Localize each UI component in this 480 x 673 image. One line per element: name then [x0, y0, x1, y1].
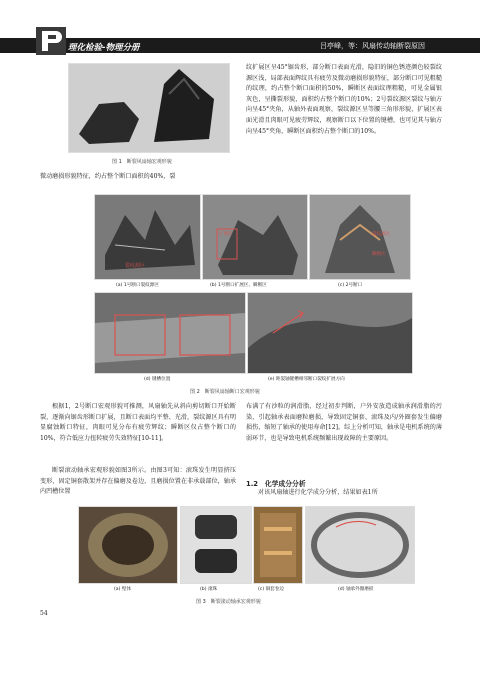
fig3c-label: (c) 铜套卷边 [258, 587, 284, 592]
fig3a-image [78, 506, 178, 584]
fig1-caption: 图 1 断裂风扇轴宏观形貌 [112, 159, 172, 165]
section-heading: 1.2 化学成分分析 [246, 480, 306, 488]
fig1-image [68, 63, 230, 153]
fig2e-label: (e) 距裂轴键槽相邻断口裂纹扩展方向 [268, 377, 345, 382]
fig2c-image [309, 194, 411, 280]
fig3d-image [305, 506, 415, 584]
fig2-caption: 图 2 断裂风扇轴断口宏观形貌 [190, 389, 260, 395]
fig2b-label: (b) 1号断口扩展区、瞬断区 [210, 283, 267, 288]
fig3c-image [253, 506, 303, 584]
left-top-paragraph: 微动磨损形貌特征，约占整个断口面积的40%，裂 [40, 173, 176, 180]
fig3b-label: (b) 滚珠 [200, 587, 218, 592]
fig3a-label: (a) 壁体 [114, 587, 132, 592]
running-title: 吕亭峰，等：风扇传动轴断裂原因 [320, 42, 425, 50]
page-number: 54 [40, 610, 48, 617]
fig2b-image [202, 194, 308, 280]
fig2a-annotation: 裂纹源区 [125, 263, 146, 269]
fig2c-annotation-2: 瞬断区 [372, 252, 386, 257]
fig2a-label: (a) 1号断口裂纹源区 [116, 283, 159, 288]
journal-logo-icon [36, 27, 66, 55]
right-mid-paragraph: 布满了有沙粒的润滑脂，经过初步判断，户外安放造成轴承润滑脂的污染，引起轴承表面磨粒磨损，导致固定铜套、滚珠及内/外圈套发生偏磨损伤，缩短了轴承的使用寿命[12]。综上分析可知，轴承是电机系统的薄弱环节，也是导致电机系统频繁出现故障的主要原因。 [246, 403, 442, 442]
fig2e-image [247, 292, 413, 374]
fig2c-label: (c) 2号断口 [338, 283, 363, 288]
fig2a-image [94, 194, 201, 280]
fig2d-image [94, 292, 246, 374]
fig2d-label: (d) 键槽位置 [144, 377, 171, 382]
fig3b-image [180, 506, 252, 584]
left-mid-paragraph-2: 断裂滚动轴承宏观形貌如图3所示。由图3可知：滚珠发生明显挤压变形，固定铜套散架并存在偏磨及卷边，且磨损位置在非承载部位，轴承内凹槽位置 [40, 467, 236, 496]
fig2c-annotation-1: 裂纹源区 [372, 232, 390, 237]
right-top-paragraph: 纹扩展区呈45°锯齿形，部分断口表面光滑，隐旧的铜色锈迹颜色较裂纹源区浅，局部表面辉纹具有疲劳及微动磨损形貌特征，部分断口可见粗糙的纹理，约占整个断口面积的50%，瞬断区表面纹理粗糙，可见金属银灰色，呈撕裂形貌，面积约占整个断口的10%；2号裂纹源区裂纹与轴方向呈45°夹角，从轴外表面观察，裂纹源区呈等腰三角形形貌，扩展区表面光滑且肉眼可见疲劳辉纹，观察断口以下位置的键槽，也可见其与轴方向呈45°夹角，瞬断区面积约占整个断口的10%。 [246, 64, 442, 135]
fig3-caption: 图 3 断裂滚动轴承宏观形貌 [196, 599, 261, 605]
fig3d-label: (d) 轴承外圈磨损 [338, 587, 374, 592]
right-mid-paragraph-2: 对该风扇轴进行化学成分分析，结果如表1所 [258, 489, 378, 496]
journal-name: 理化检验-物理分册 [68, 43, 140, 53]
fig2b-annotation: 扩展区 [219, 232, 233, 237]
left-mid-paragraph: 根据1，2号断口宏观形貌可推测，风扇轴先从斜向剪切断口开始断裂，逐渐向锯齿形断口扩展，且断口表面均平整、光滑，裂纹源区具有明显腐蚀断口特征，肉眼可见分布有疲劳辉纹；瞬断区仅占整个断口的10%，符合低应力扭转疲劳失效特征[10-11]。 [40, 403, 236, 442]
